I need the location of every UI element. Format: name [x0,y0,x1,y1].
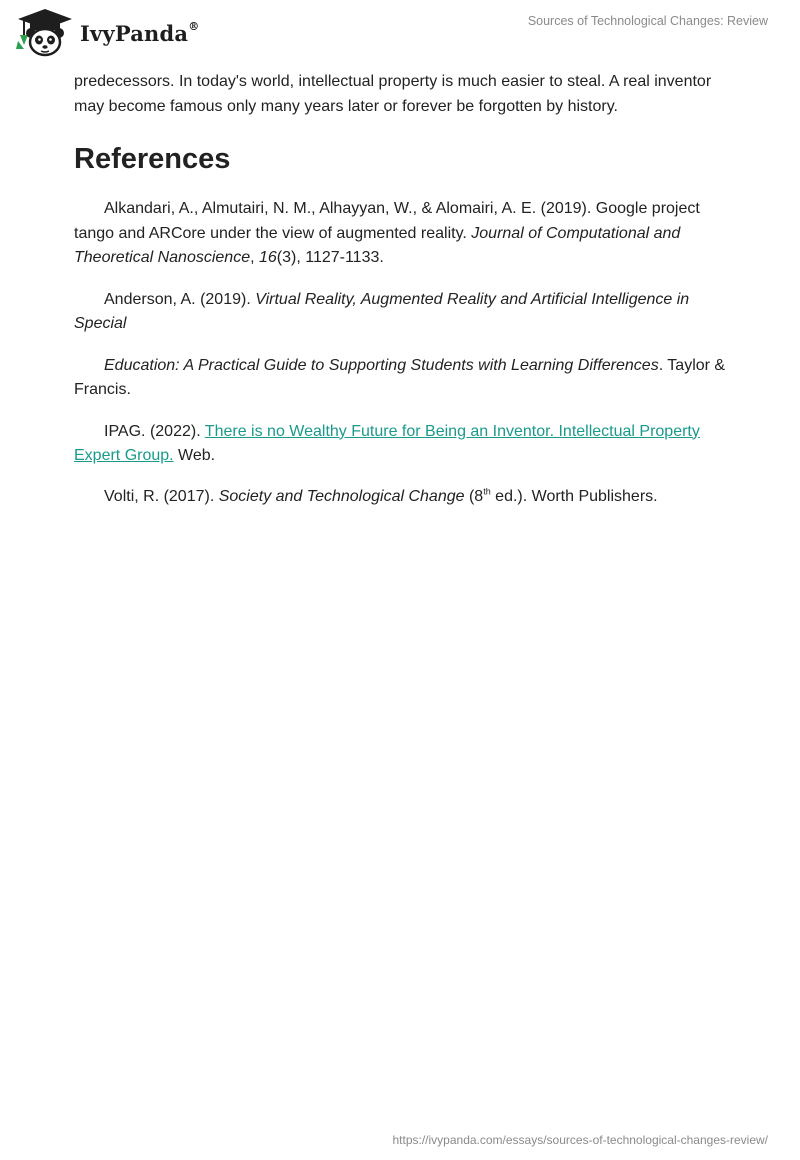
panda-graduate-icon [14,8,76,58]
brand-logo[interactable] [14,8,199,58]
reference-link[interactable]: There is no Wealthy Future for Being an Inventor. Intellectual Property Expert Group. [74,422,700,464]
reference-item: IPAG. (2022). There is no Wealthy Future for Being an Inventor. Intellectual Property Expert Group. Web. [74,422,700,464]
registered-mark: ® [188,19,200,33]
body-paragraph: predecessors. In today's world, intellectual property is much easier to steal. A real inventor may become famous only many years later or forever be forgotten by history. [74,73,712,115]
superscript: th [483,486,491,497]
page-header [0,0,800,70]
reference-item: Anderson, A. (2019). Virtual Reality, Augmented Reality and Artificial Intelligence in Special [74,290,690,332]
footer-url[interactable]: https://ivypanda.com/essays/sources-of-technological-changes-review/ [392,1133,768,1147]
references-heading: References [74,143,231,175]
running-title: Sources of Technological Changes: Review [527,14,768,28]
document-body [74,70,734,509]
reference-item: Education: A Practical Guide to Supporting Students with Learning Differences. Taylor & Francis. [74,356,726,398]
reference-item: Alkandari, A., Almutairi, N. M., Alhayyan, W., & Alomairi, A. E. (2019). Google project tango and ARCore under the view of augmented reality. Journal of Computational and Theoretical Nanoscience, 16(3), 1127-1133. [74,200,700,266]
brand-name: IvyPanda® [80,19,200,46]
reference-item: Volti, R. (2017). Society and Technological Change (8th ed.). Worth Publishers. [104,486,658,505]
